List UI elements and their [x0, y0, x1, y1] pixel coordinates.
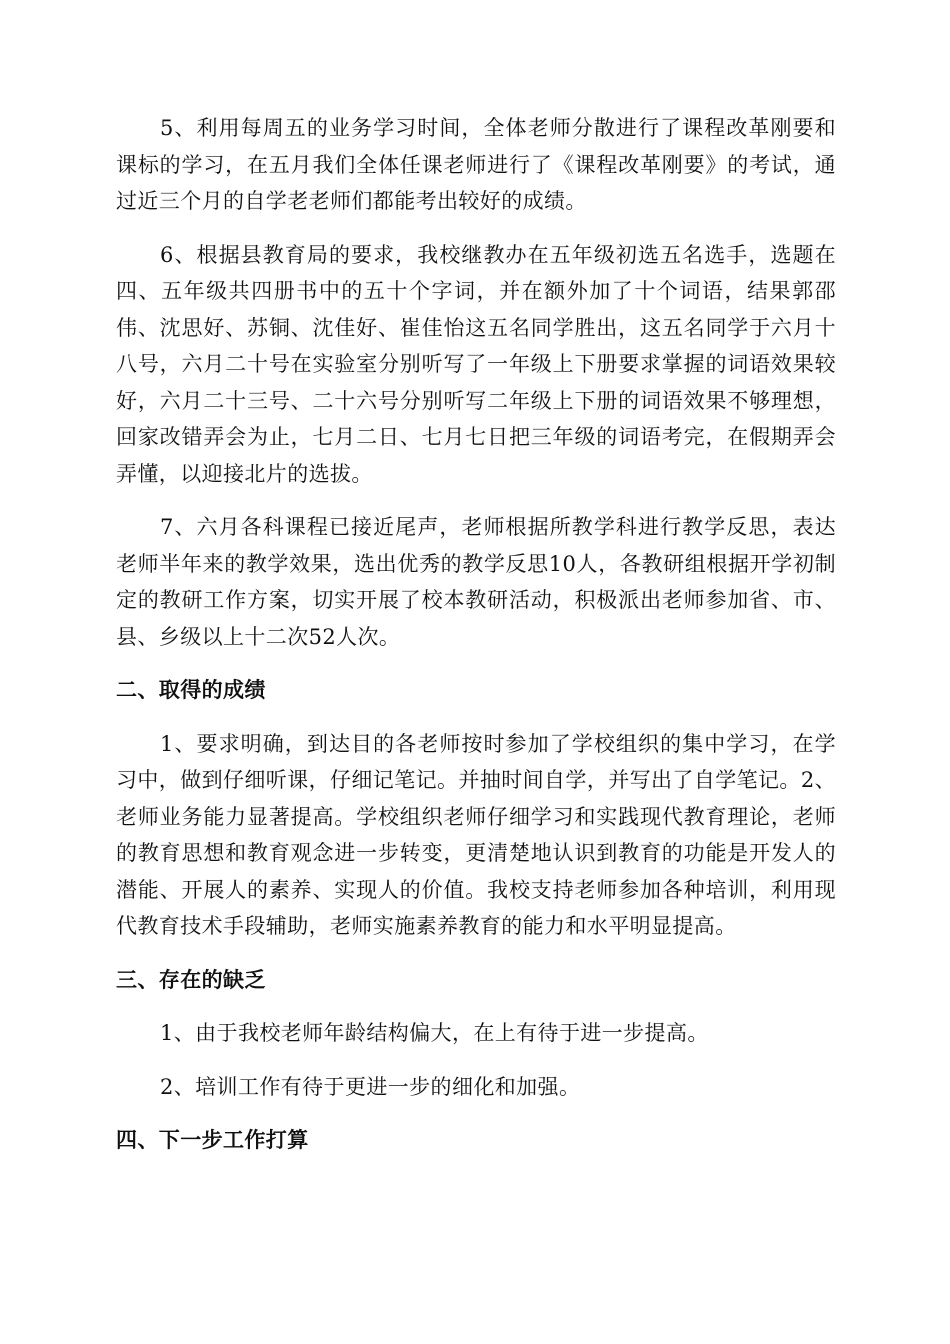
shortcoming-item-1: 1、由于我校老师年龄结构偏大，在上有待于进一步提高。	[160, 1021, 709, 1045]
document-body	[116, 110, 836, 1176]
section-heading-shortcomings: 三、存在的缺乏	[116, 967, 266, 992]
paragraph-6: 6、根据县教育局的要求，我校继教办在五年级初选五名选手，选题在四、五年级共四册书中的五十个字词，并在额外加了十个词语，结果郭邵伟、沈思好、苏铜、沈佳好、崔佳怡这五名同学胜出，这五名同学于六月十八号，六月二十号在实验室分别听写了一年级上下册要求掌握的词语效果较好，六月二十三号、二十六号分别听写二年级上下册的词语效果不够理想，回家改错弄会为止，七月二日、七月七日把三年级的词语考完，在假期弄会弄懂，以迎接北片的选拔。	[116, 242, 836, 486]
paragraph-5: 5、利用每周五的业务学习时间，全体老师分散进行了课程改革刚要和课标的学习，在五月我们全体任课老师进行了《课程改革刚要》的考试，通过近三个月的自学老老师们都能考出较好的成绩。	[116, 116, 836, 213]
section-heading-next-plan: 四、下一步工作打算	[116, 1128, 309, 1152]
shortcoming-item-2: 2、培训工作有待于更进一步的细化和加强。	[160, 1074, 581, 1099]
section-heading-achievements: 二、取得的成绩	[116, 678, 266, 702]
paragraph-7: 7、六月各科课程已接近尾声，老师根据所教学科进行教学反思，表达老师半年来的教学效果，选出优秀的教学反思10人，各教研组根据开学初制定的教研工作方案，切实开展了校本教研活动，积极派出老师参加省、市、县、乡级以上十二次52人次。	[116, 515, 836, 649]
achievements-paragraph: 1、要求明确，到达目的各老师按时参加了学校组织的集中学习，在学习中，做到仔细听课，仔细记笔记。并抽时间自学，并写出了自学笔记。2、老师业务能力显著提高。学校组织老师仔细学习和实践现代教育理论，老师的教育思想和教育观念进一步转变，更清楚地认识到教育的功能是开发人的潜能、开展人的素养、实现人的价值。我校支持老师参加各种培训，利用现代教育技术手段辅助，老师实施素养教育的能力和水平明显提高。	[116, 731, 836, 938]
